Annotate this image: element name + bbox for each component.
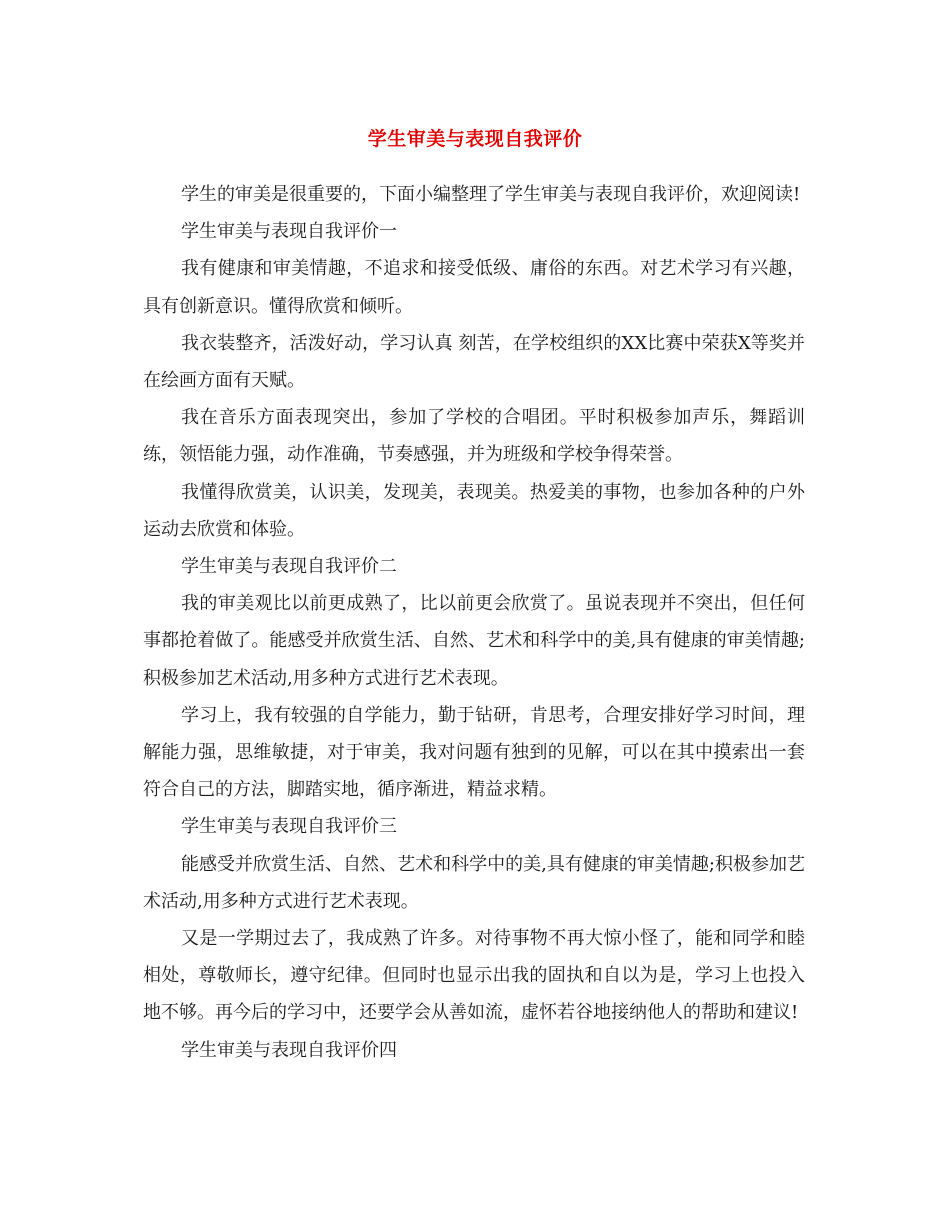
paragraph: 我衣装整齐，活泼好动，学习认真 刻苦，在学校组织的XX比赛中荣获X等奖并在绘画方面有天赋。 (143, 332, 805, 392)
paragraph: 能感受并欣赏生活、自然、艺术和科学中的美,具有健康的审美情趣;积极参加艺术活动,用多种方式进行艺术表现。 (143, 853, 805, 912)
section-heading-2: 学生审美与表现自我评价二 (181, 556, 397, 578)
section-heading-4: 学生审美与表现自我评价四 (181, 1039, 397, 1061)
paragraph: 我懂得欣赏美，认识美，发现美，表现美。热爱美的事物，也参加各种的户外运动去欣赏和体验。 (143, 481, 805, 540)
paragraph: 又是一学期过去了，我成熟了许多。对待事物不再大惊小怪了，能和同学和睦相处，尊敬师长，遵守纪律。但同时也显示出我的固执和自以为是，学习上也投入地不够。再今后的学习中，还要学会从善如流，虚怀若谷地接纳他人的帮助和建议! (143, 928, 805, 1024)
paragraph: 我在音乐方面表现突出，参加了学校的合唱团。平时积极参加声乐，舞蹈训练，领悟能力强，动作准确，节奏感强，并为班级和学校争得荣誉。 (143, 407, 805, 466)
section-heading-1: 学生审美与表现自我评价一 (181, 221, 397, 243)
paragraph: 我的审美观比以前更成熟了，比以前更会欣赏了。虽说表现并不突出，但任何事都抢着做了。能感受并欣赏生活、自然、艺术和科学中的美,具有健康的审美情趣;积极参加艺术活动,用多种方式进行艺术表现。 (143, 593, 805, 689)
intro-paragraph: 学生的审美是很重要的，下面小编整理了学生审美与表现自我评价，欢迎阅读! (181, 184, 801, 205)
section-heading-3: 学生审美与表现自我评价三 (181, 816, 397, 838)
paragraph: 学习上，我有较强的自学能力，勤于钻研，肯思考，合理安排好学习时间，理解能力强，思维敏捷，对于审美，我对问题有独到的见解，可以在其中摸索出一套符合自己的方法，脚踏实地，循序渐进，精益求精。 (143, 704, 805, 801)
paragraph: 我有健康和审美情趣，不追求和接受低级、庸俗的东西。对艺术学习有兴趣，具有创新意识。懂得欣赏和倾听。 (143, 258, 805, 317)
document-title: 学生审美与表现自我评价 (367, 128, 583, 150)
document-body (143, 176, 805, 1069)
